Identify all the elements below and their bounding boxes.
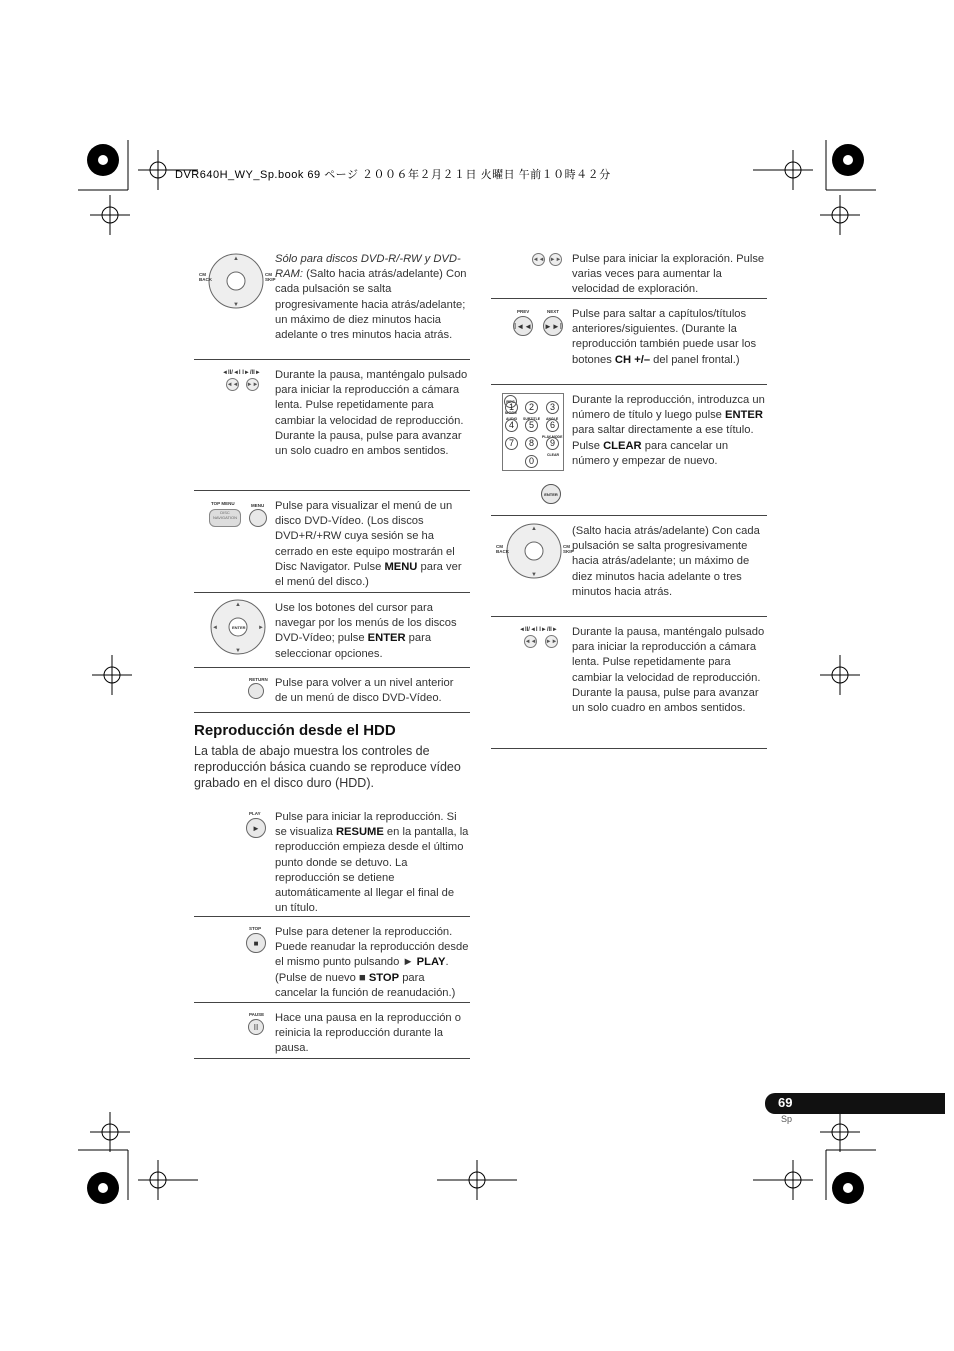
right-table: [491, 244, 767, 749]
svg-text:▼: ▼: [235, 648, 241, 654]
table-row: [194, 917, 470, 1003]
table-row: [194, 1003, 470, 1059]
scan-back-icon: ◄◄: [532, 253, 545, 266]
slow-back-icon: ◄◄: [226, 378, 239, 391]
section-title: Reproducción desde el HDD: [194, 722, 396, 739]
row-text: Use los botones del cursor para navegar por los menús de los discos DVD-Vídeo; pulse ENTER para seleccionar opciones.: [275, 602, 457, 660]
key-2: 2: [525, 401, 538, 414]
return-label: RETURN: [249, 677, 268, 682]
table-row: [194, 244, 470, 360]
play-button-icon: ►: [246, 818, 266, 838]
svg-text:►: ►: [258, 625, 264, 631]
row-text: Sólo para discos DVD-R/-RW y DVD-RAM: (Salto hacia atrás/adelante) Con cada pulsación se salta progresivamente hacia atrás/adelante; un máximo de diez minutos hacia adelante o tres minutos hacia atrás.: [275, 253, 467, 342]
row-text: Pulse para saltar a capítulos/títulos anteriores/siguientes. (Durante la reproducción también puede usar los botones CH +/– del panel frontal.): [572, 308, 757, 366]
cm-back-label: CM BACK: [199, 272, 212, 282]
prev-button-icon: I◄◄: [513, 316, 533, 336]
row-text: Pulse para visualizar el menú de un disco DVD-Vídeo. (Los discos DVD+R/+RW cuya sesión se ha cerrado en este equipo mostrarán el Disc Navigator. Pulse MENU para ver el menú del disco.): [275, 500, 462, 589]
table-row: [194, 491, 470, 593]
menu-button-icon: [249, 509, 267, 527]
slow-back-icon: ◄◄: [524, 635, 537, 648]
table-row: [194, 802, 470, 917]
subtitle-label: SUBTITLE: [523, 417, 541, 421]
slow-forward-icon: ►►: [545, 635, 558, 648]
next-button-icon: ►►I: [543, 316, 563, 336]
svg-text:◄: ◄: [212, 625, 218, 631]
enter-button-icon: ENTER: [541, 484, 561, 504]
slow-forward-icon: ►►: [246, 378, 259, 391]
row-text: Pulse para detener la reproducción. Puede reanudar la reproducción desde el mismo punto pulsando ► PLAY. (Pulse de nuevo ■ STOP para cancelar la función de reanudación.): [275, 926, 469, 999]
play-label: PLAY: [249, 811, 261, 816]
key-9: 9: [546, 437, 559, 450]
pause-label: PAUSE: [249, 1012, 265, 1017]
clear-label: CLEAR: [547, 453, 560, 457]
key-0: 0: [525, 455, 538, 468]
page-number: 69: [778, 1095, 793, 1110]
file-header: DVR640H_WY_Sp.book 69 ページ ２００６年２月２１日 火曜日 午前１０時４２分: [175, 169, 611, 181]
top-menu-label: TOP MENU: [211, 501, 235, 506]
table-row: [194, 360, 470, 491]
page-language: Sp: [781, 1114, 793, 1124]
section-intro: La tabla de abajo muestra los controles de reproducción básica cuando se reproduce vídeo grabado en el disco duro (HDD).: [194, 744, 461, 790]
svg-text:▲: ▲: [233, 256, 239, 262]
key-3: 3: [546, 401, 559, 414]
play-mode-label: PLAY MODE: [542, 435, 563, 439]
table-row: [491, 385, 767, 516]
left-table: [194, 244, 470, 713]
table-row: [194, 668, 470, 713]
rec-mode-label: REC MODE: [504, 395, 517, 408]
next-label: NEXT: [547, 309, 560, 314]
table-row: [491, 516, 767, 617]
row-text: Pulse para iniciar la reproducción. Si se visualiza RESUME en la pantalla, la reproducción empieza desde el último punto donde se detuvo. La reproducción se detiene automáticamente al llegar el final de un título.: [275, 811, 469, 915]
cursor-pad-icon: [491, 516, 574, 622]
key-5: 5: [525, 419, 538, 432]
table-row: [491, 617, 767, 749]
key-1: 1: [505, 401, 518, 414]
row-text: Durante la pausa, manténgalo pulsado para iniciar la reproducción a cámara lenta. Pulse repetidamente para cambiar la velocidad de reproducción. Durante la pausa, pulse para avanzar un solo cuadro en ambos sentidos.: [572, 626, 765, 715]
slow-label: ◄II/◄I I►/II►: [519, 627, 558, 633]
cm-skip-label: CM SKIP: [563, 544, 574, 554]
row-text: Durante la pausa, manténgalo pulsado para iniciar la reproducción a cámara lenta. Pulse repetidamente para cambiar la velocidad de reproducción. Durante la pausa, pulse para avanzar un solo cuadro en ambos sentidos.: [275, 369, 468, 458]
table-row: [194, 593, 470, 668]
audio-label: AUDIO: [506, 417, 518, 421]
row-text: (Salto hacia atrás/adelante) Con cada pulsación se salta progresivamente hacia atrás/adelante; un máximo de diez minutos hacia adelante o tres minutos hacia atrás.: [572, 525, 760, 598]
scan-forward-icon: ►►: [549, 253, 562, 266]
slow-label: ◄II/◄I I►/II►: [222, 370, 261, 376]
menu-label: MENU: [251, 503, 265, 508]
key-6: 6: [546, 419, 559, 432]
row-text: Pulse para volver a un nivel anterior de un menú de disco DVD-Vídeo.: [275, 677, 454, 705]
enter-label: ENTER: [232, 625, 246, 630]
svg-text:▲: ▲: [531, 526, 537, 532]
svg-text:▲: ▲: [235, 602, 241, 608]
hdd-table: [194, 802, 470, 1059]
key-7: 7: [505, 437, 518, 450]
svg-text:▼: ▼: [531, 572, 537, 578]
enter-pad-icon: [194, 593, 270, 673]
svg-text:▼: ▼: [233, 302, 239, 308]
pause-button-icon: II: [248, 1019, 264, 1035]
stop-label: STOP: [249, 926, 262, 931]
key-8: 8: [525, 437, 538, 450]
cursor-pad-icon: [194, 244, 276, 365]
cm-back-label: CM BACK: [496, 544, 509, 554]
key-4: 4: [505, 419, 518, 432]
angle-label: ANGLE: [546, 417, 559, 421]
cm-skip-label: CM SKIP: [265, 272, 276, 282]
row-text: Pulse para iniciar la exploración. Pulse varias veces para aumentar la velocidad de exploración.: [572, 253, 765, 296]
table-row: [491, 244, 767, 299]
disc-navigation-icon: DISC NAVIGATION: [209, 509, 241, 527]
prev-label: PREV: [517, 309, 530, 314]
return-button-icon: [248, 683, 264, 699]
row-text: Durante la reproducción, introduzca un número de título y luego pulse ENTER para saltar directamente a ese título. Pulse CLEAR para cancelar un número y empezar de nuevo.: [572, 394, 765, 467]
stop-button-icon: ■: [246, 933, 266, 953]
table-row: [491, 299, 767, 385]
row-text: Hace una pausa en la reproducción o reinicia la reproducción durante la pausa.: [275, 1012, 461, 1055]
